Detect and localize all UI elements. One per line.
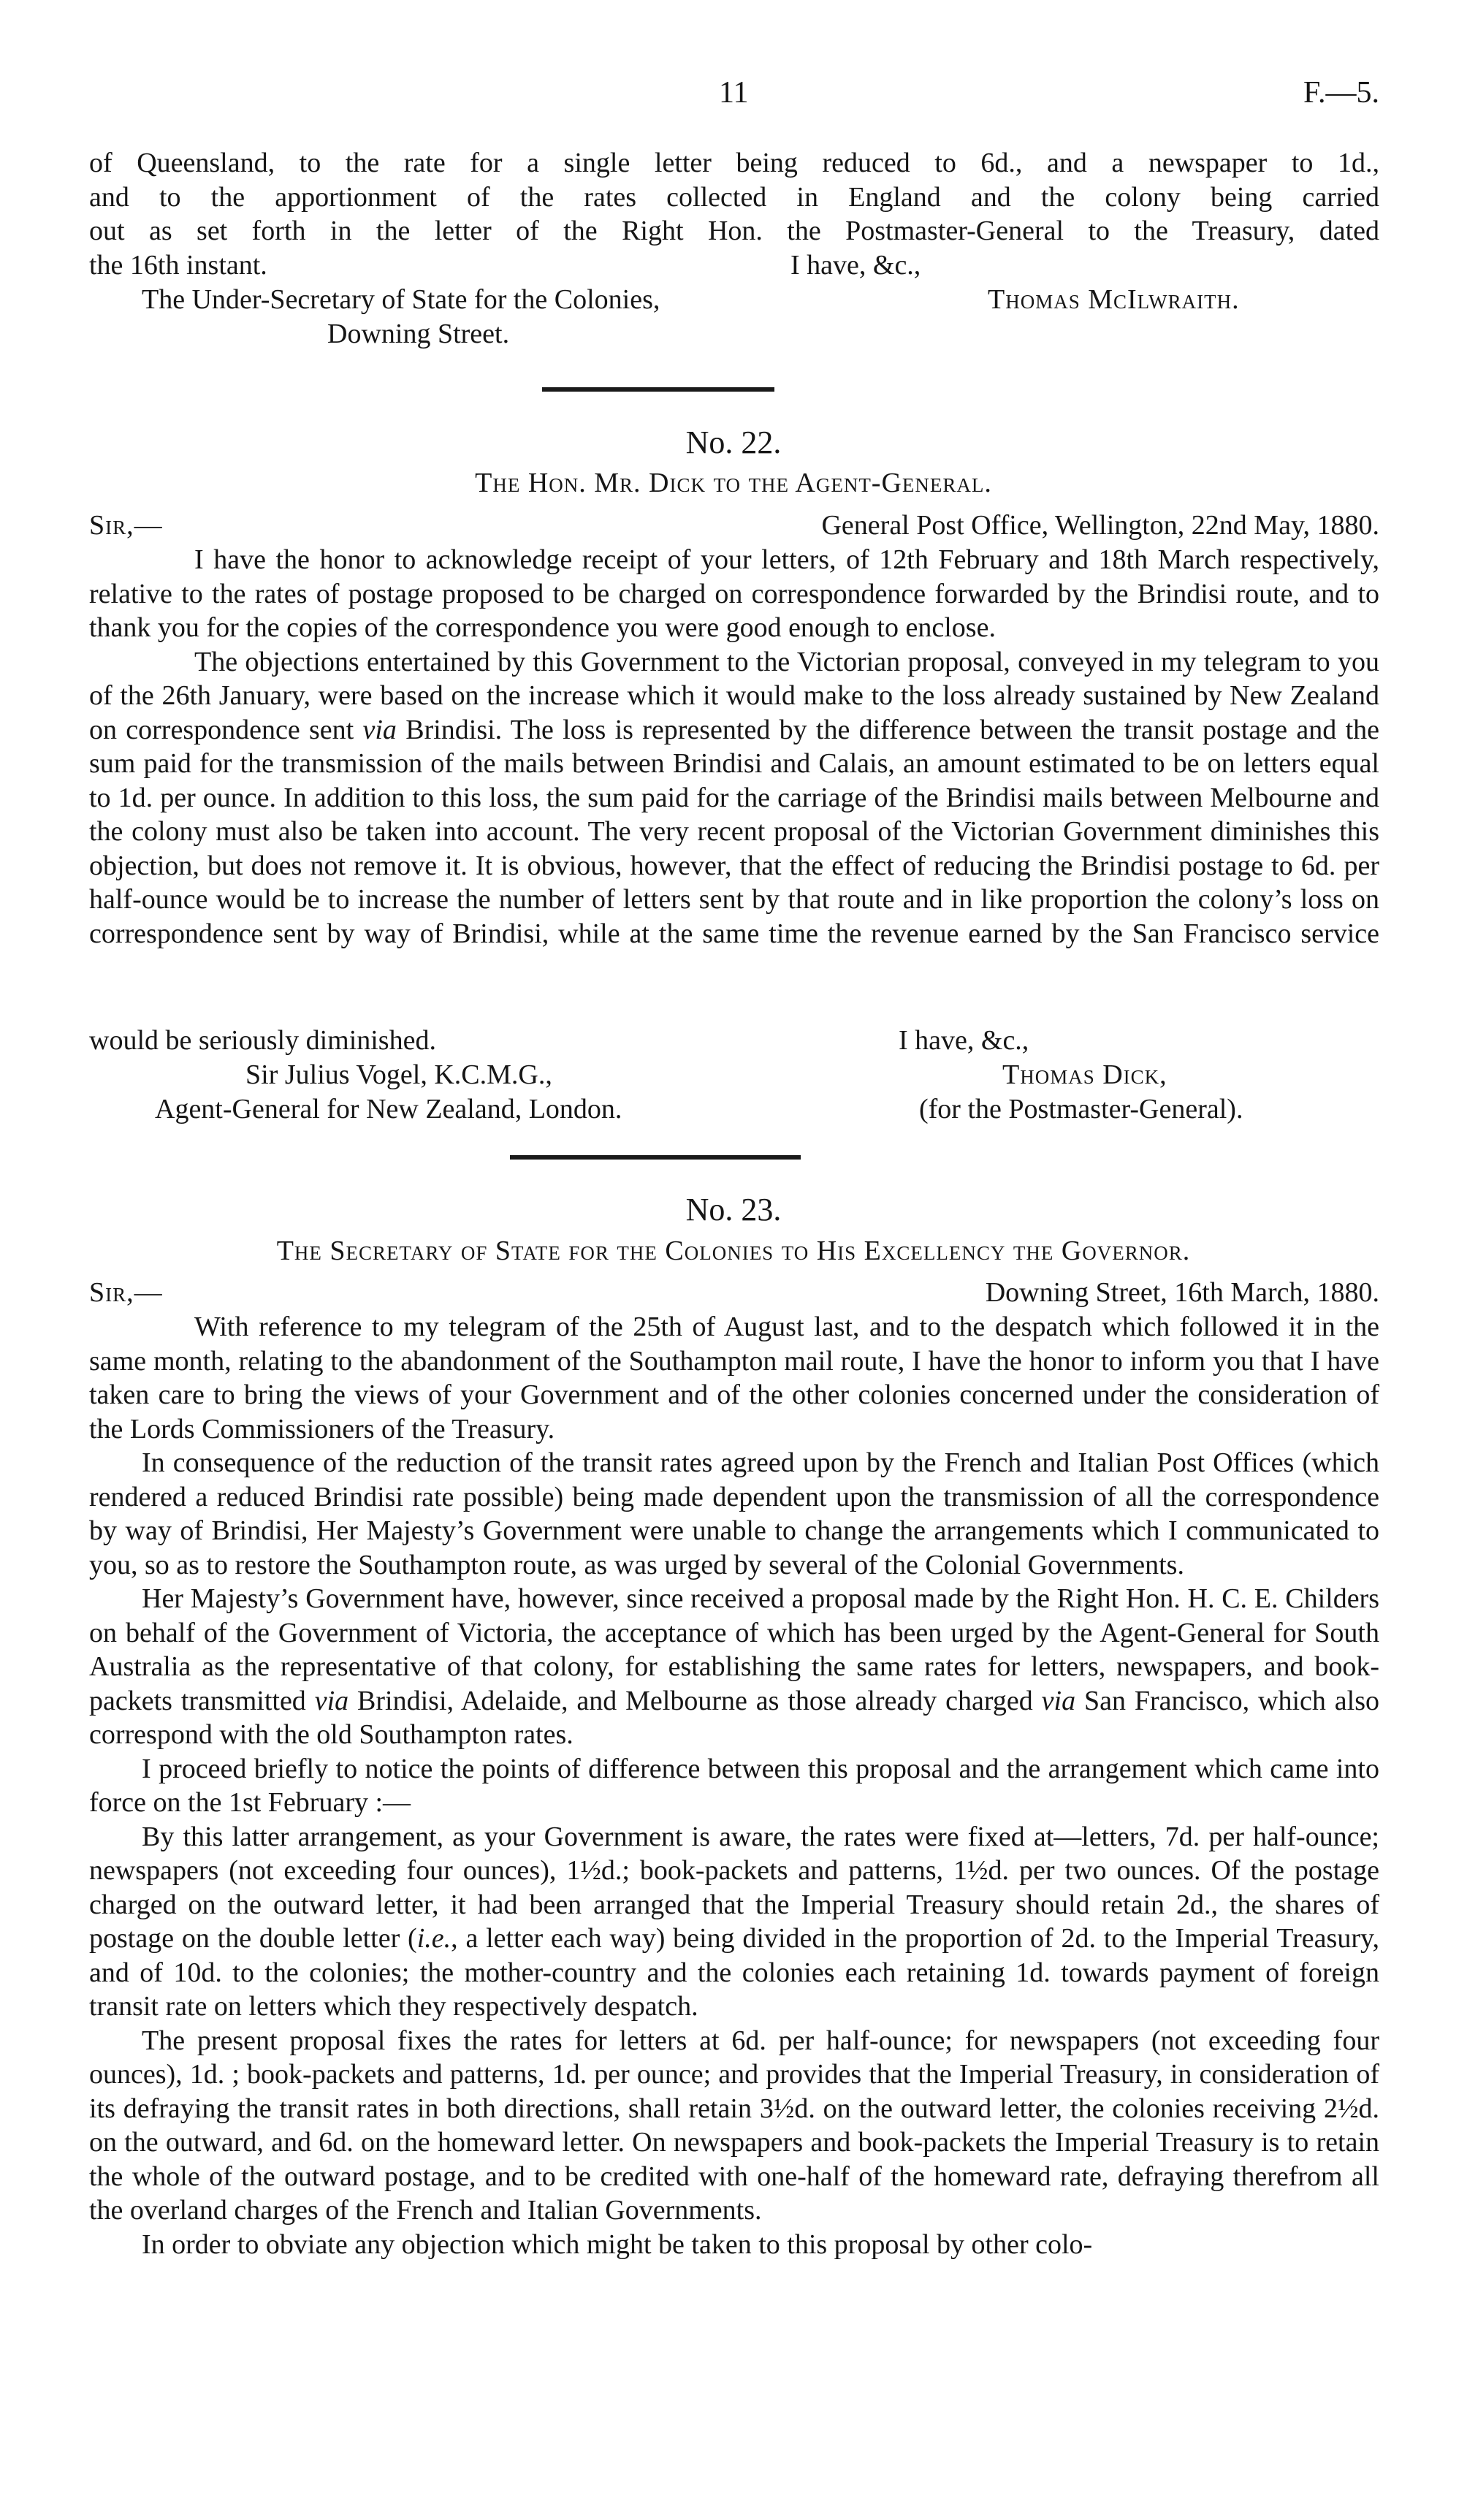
text-line: and to the apportionment of the rates collected in England and the colony being carried — [89, 181, 1379, 213]
addressee-line — [89, 1058, 1379, 1092]
salutation: Sir,— — [89, 510, 163, 541]
addressee: The Under-Secretary of State for the Colonies, — [142, 284, 660, 315]
letter-number: No. 23. — [685, 1192, 782, 1227]
paragraph: By this latter arrangement, as your Government is aware, the rates were fixed at—letters, 7d. per half-ounce; newspapers (not exceeding four ounces), 1½d.; book-packets and patterns, 1½d. per two ounces. Of the postage charged on the outward letter, it had been arranged that the Imperial Treasury should retain 2d., the shares of postage on the double letter (i.e., a letter each way) being divided in the proportion of 2d. to the Imperial Treasury, and of 10d. to the colonies; the mother-country and the colonies each retaining 1d. towards payment of foreign transit rate on letters which they respectively despatch. — [89, 1821, 1380, 2022]
continuation-paragraph — [89, 146, 1379, 248]
letter-number: No. 22. — [685, 425, 782, 460]
addressee: Agent-General for New Zealand, London. — [155, 1094, 622, 1124]
paragraph: The objections entertained by this Government to the Victorian proposal, conveyed in my telegram to you of the 26th January, were based on the increase which it would make to the loss already sustained by New Zealand on correspondence sent via Brindisi. The loss is represented by the difference between the transit postage and the sum paid for the transmission of the mails between Brindisi and Calais, an amount estimated to be on letters equal to 1d. per ounce. In addition to this loss, the sum paid for the carriage of the Brindisi mails between Melbourne and the colony must also be taken into account. The very recent proposal of the Victorian Government diminishes this objection, but does not remove it. It is obvious, however, that the effect of reducing the Brindisi postage to 6d. per half-ounce would be to increase the number of letters sent by that route and in like proportion the colony’s loss on correspondence sent by way of Brindisi, while at the same time the revenue earned by the San Francisco service — [89, 646, 1379, 949]
text-line: out as set forth in the letter of the Right Hon. the Postmaster-General to the Treasury, dated — [89, 216, 1379, 246]
address-line — [89, 317, 1379, 351]
addressee: Sir Julius Vogel, K.C.M.G., — [245, 1059, 552, 1090]
signature: Thomas Dick, — [1002, 1059, 1167, 1090]
section-divider — [510, 1155, 801, 1160]
place-date: Downing Street, 16th March, 1880. — [985, 1277, 1379, 1308]
paragraph: I proceed briefly to notice the points of difference between this proposal and the arrangement which came into force on the 1st February :— — [89, 1753, 1379, 1818]
salutation: Sir,— — [89, 1277, 163, 1308]
closing-formula: I have, &c., — [790, 250, 921, 281]
letter-heading: The Secretary of State for the Colonies to His Excellency the Governor. — [276, 1236, 1191, 1266]
letter-heading: The Hon. Mr. Dick to the Agent-General. — [475, 468, 992, 498]
paragraph: I have the honor to acknowledge receipt of your letters, of 12th February and 18th March respectively, relative to the rates of postage proposed to be charged on correspondence forwarded by the Brindisi route, and to thank you for the copies of the correspondence you were good enough to enclose. — [89, 544, 1379, 643]
closing-line — [89, 1024, 1379, 1058]
signature: (for the Postmaster-General). — [919, 1094, 1243, 1124]
salutation-line — [89, 1276, 1379, 1310]
text-line: of Queensland, to the rate for a single letter being reduced to 6d., and a newspaper to 1d., — [89, 148, 1379, 178]
letter-body — [89, 1310, 1379, 2261]
letter-body — [89, 543, 1379, 951]
paragraph: With reference to my telegram of the 25th of August last, and to the despatch which followed it in the same month, relating to the abandonment of the Southampton mail route, I have the honor to inform you that I have taken care to bring the views of your Government and of the other colonies concerned under the consideration of the Lords Commissioners of the Treasury. — [89, 1312, 1379, 1444]
page-header — [89, 76, 1379, 110]
paragraph: Her Majesty’s Government have, however, since received a proposal made by the Right Hon. H. C. E. Childers on behalf of the Government of Victoria, the acceptance of which has been urged by the Agent-General for South Australia as the representative of that colony, for establishing the same rates for letters, newspapers, and book-packets transmitted via Brindisi, Adelaide, and Melbourne as those already charged via San Francisco, which also correspond with the old Southampton rates. — [89, 1583, 1379, 1750]
closing-line — [89, 248, 1379, 283]
paragraph: The present proposal fixes the rates for letters at 6d. per half-ounce; for newspapers (not exceeding four ounces), 1d. ; book-packets and patterns, 1d. per ounce; and provides that the Imperial Treasury, in consideration of its defraying the transit rates in both directions, shall retain 3½d. on the outward letter, the colonies receiving 2½d. on the outward, and 6d. on the homeward letter. On newspapers and book-packets the Imperial Treasury is to retain the whole of the outward postage, and to be credited with one-half of the homeward rate, defraying therefrom all the overland charges of the French and Italian Governments. — [89, 2025, 1379, 2226]
address: Downing Street. — [327, 319, 510, 349]
addressee-line — [89, 283, 1379, 317]
section-divider — [542, 387, 774, 392]
salutation-line — [89, 509, 1379, 543]
closing-formula: I have, &c., — [899, 1025, 1029, 1056]
text-line: would be seriously diminished. — [89, 1025, 436, 1056]
page-number: 11 — [719, 76, 749, 110]
place-date: General Post Office, Wellington, 22nd May, 1880. — [821, 510, 1379, 541]
text-line: the 16th instant. — [89, 250, 267, 281]
paragraph: In order to obviate any objection which might be taken to this proposal by other colo- — [142, 2228, 1093, 2260]
document-reference: F.—5. — [1303, 76, 1379, 110]
addressee-line — [89, 1092, 1379, 1127]
paragraph: In consequence of the reduction of the transit rates agreed upon by the French and Italian Post Offices (which rendered a reduced Brindisi rate possible) being made dependent upon the transmission of all the correspondence by way of Brindisi, Her Majesty’s Government were unable to change the arrangements which I communicated to you, so as to restore the Southampton route, as was urged by several of the Colonial Governments. — [89, 1447, 1379, 1580]
signature: Thomas McIlwraith. — [988, 284, 1240, 315]
